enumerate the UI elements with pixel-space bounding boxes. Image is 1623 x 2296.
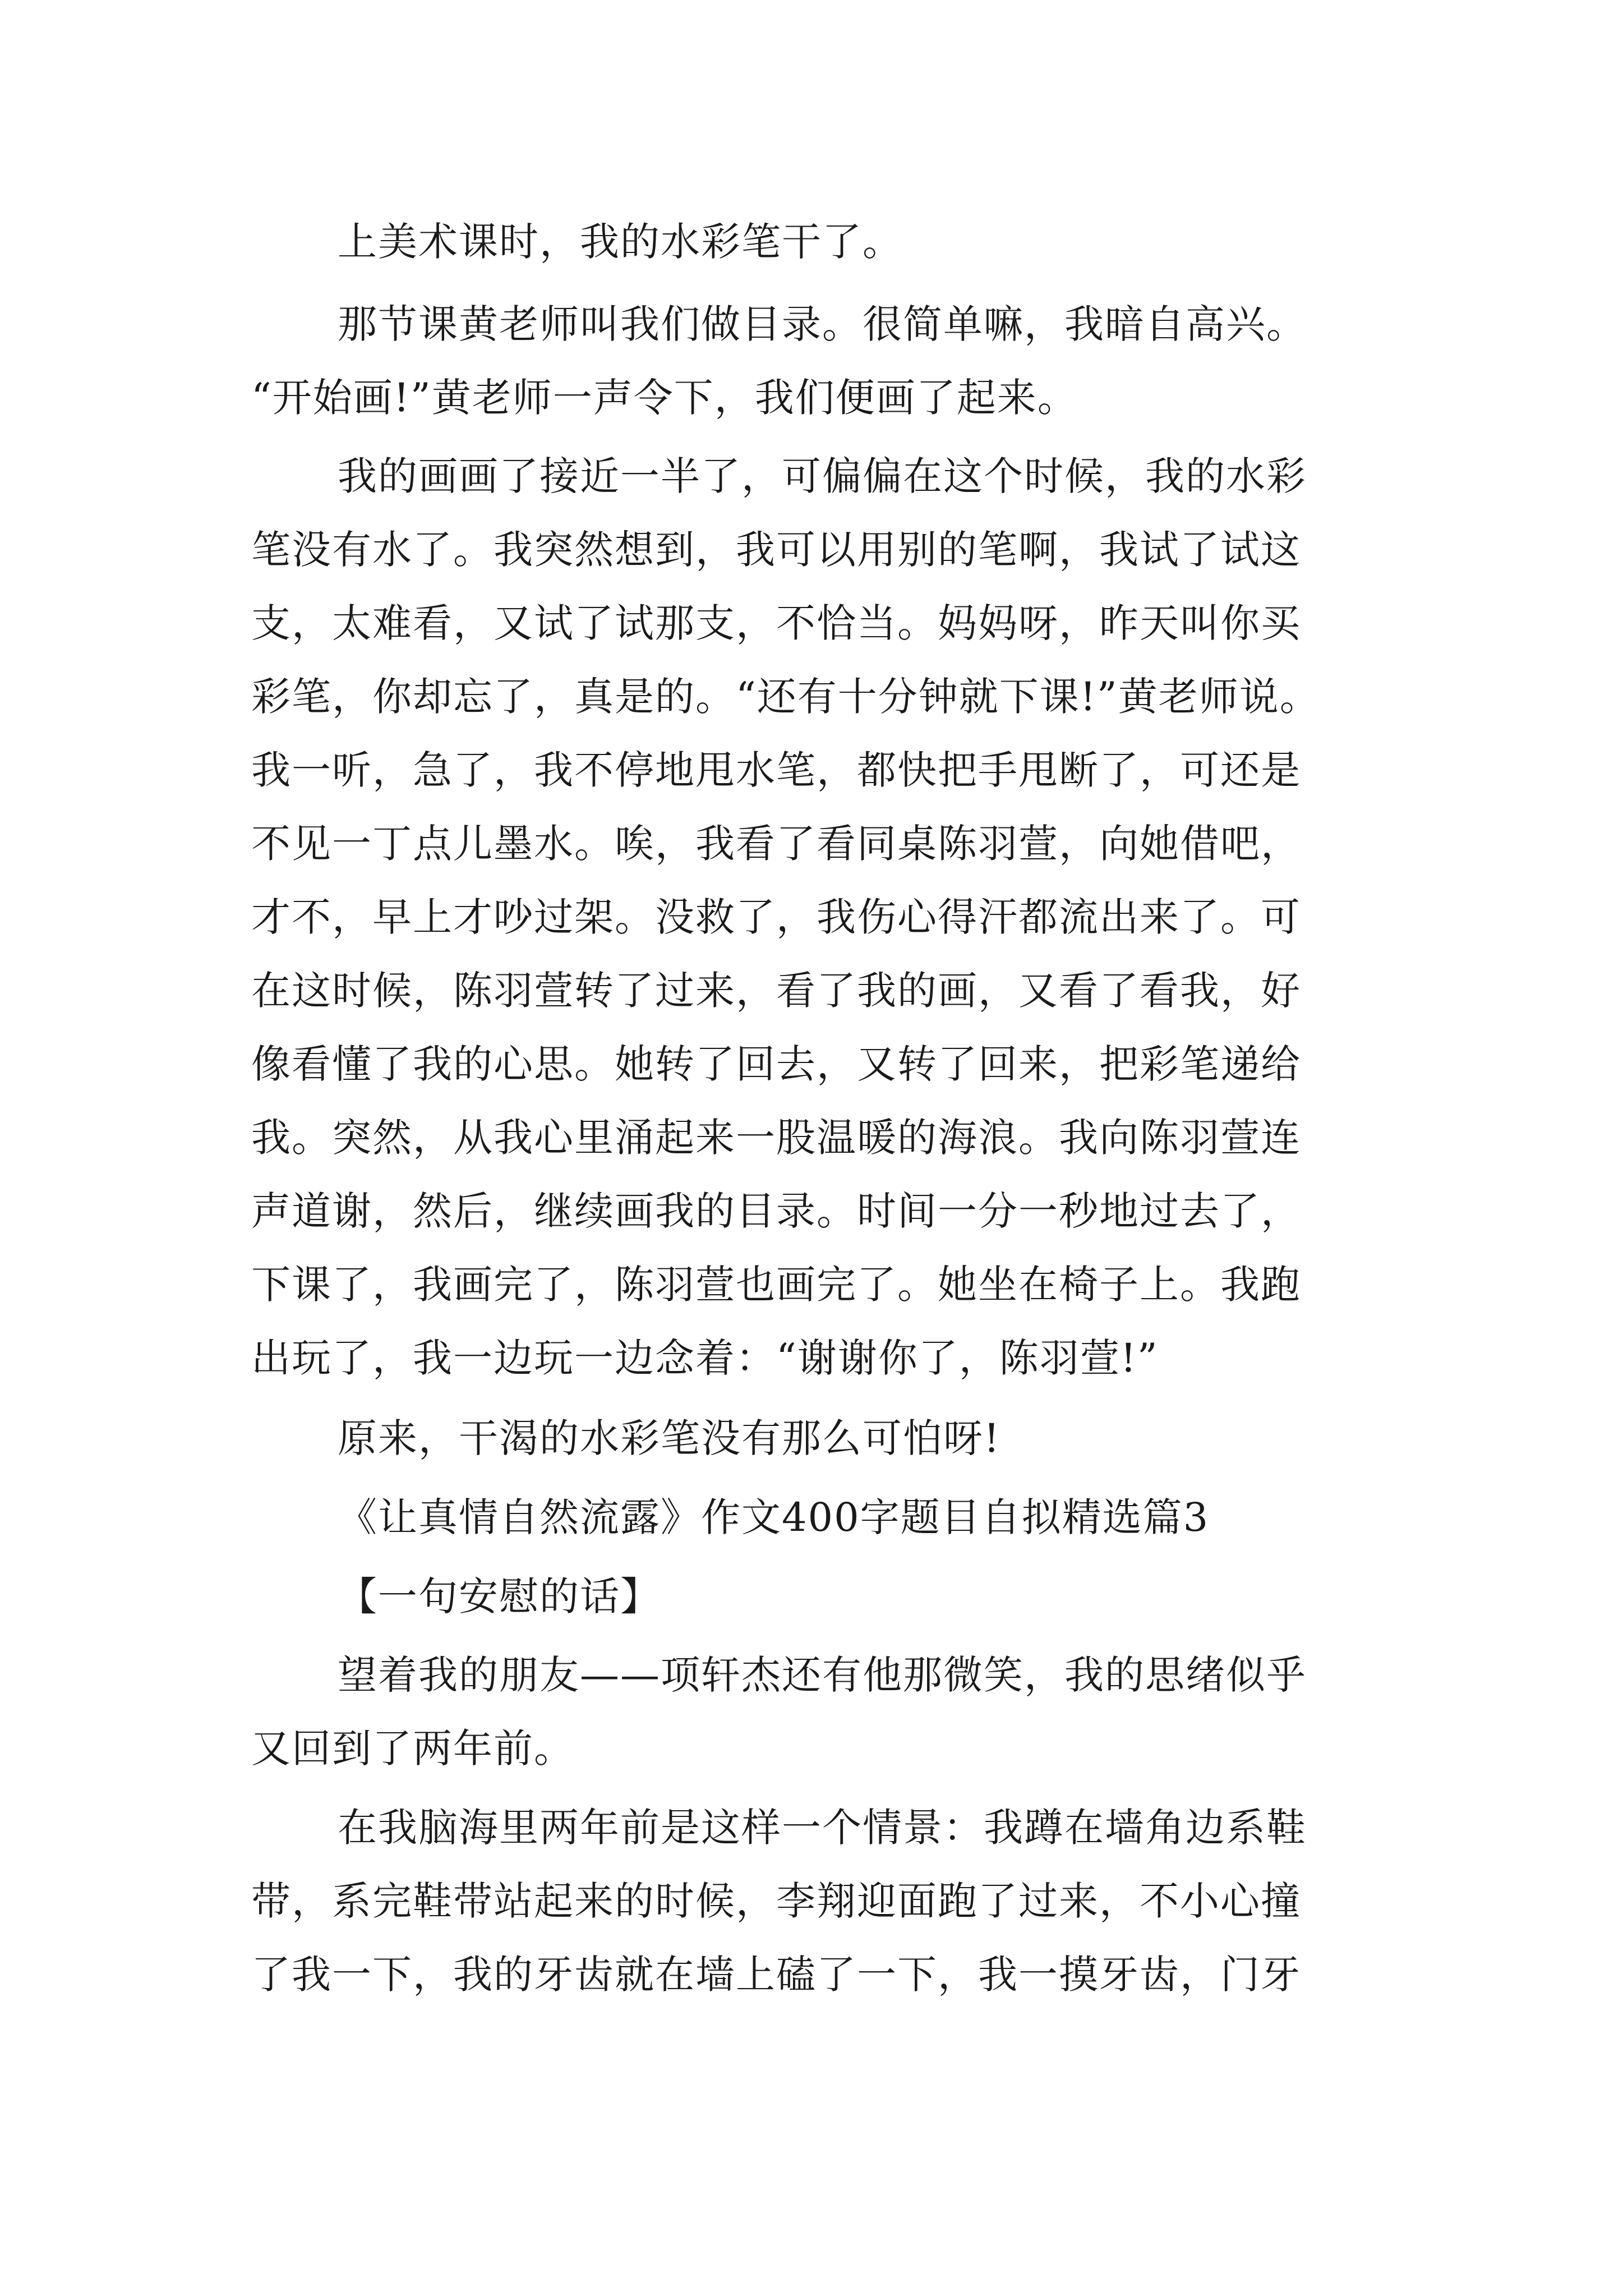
paragraph-line: 我一听，急了，我不停地甩水笔，都快把手甩断了，可还是 — [251, 747, 1301, 793]
paragraph-line: 我。突然，从我心里涌起来一股温暖的海浪。我向陈羽萱连 — [251, 1115, 1301, 1161]
paragraph-line: 又回到了两年前。 — [251, 1726, 574, 1772]
paragraph-line: 望着我的朋友——项轩杰还有他那微笑，我的思绪似乎 — [338, 1652, 1307, 1698]
paragraph-line: 那节课黄老师叫我们做目录。很简单嘛，我暗自高兴。 — [338, 301, 1307, 347]
section-title: 《让真情自然流露》作文400字题目自拟精选篇3 — [338, 1494, 1210, 1540]
paragraph-line: 了我一下，我的牙齿就在墙上磕了一下，我一摸牙齿，门牙 — [251, 1952, 1301, 1998]
paragraph-line: 下课了，我画完了，陈羽萱也画完了。她坐在椅子上。我跑 — [251, 1262, 1301, 1308]
paragraph-line: 我的画画了接近一半了，可偏偏在这个时候，我的水彩 — [338, 453, 1307, 499]
paragraph-line: 在我脑海里两年前是这样一个情景：我蹲在墙角边系鞋 — [338, 1805, 1307, 1851]
paragraph-line: 在这时候，陈羽萱转了过来，看了我的画，又看了看我，好 — [251, 968, 1301, 1014]
paragraph-line: 出玩了，我一边玩一边念着：“谢谢你了，陈羽萱!” — [251, 1335, 1159, 1381]
paragraph-line: 才不，早上才吵过架。没救了，我伤心得汗都流出来了。可 — [251, 894, 1301, 940]
paragraph-line: 笔没有水了。我突然想到，我可以用别的笔啊，我试了试这 — [251, 527, 1301, 573]
paragraph-line: 支，太难看，又试了试那支，不恰当。妈妈呀，昨天叫你买 — [251, 600, 1301, 646]
paragraph-line: 声道谢，然后，继续画我的目录。时间一分一秒地过去了， — [251, 1188, 1301, 1234]
paragraph-line: 带，系完鞋带站起来的时候，李翔迎面跑了过来，不小心撞 — [251, 1878, 1301, 1924]
paragraph-line: 像看懂了我的心思。她转了回去，又转了回来，把彩笔递给 — [251, 1041, 1301, 1087]
paragraph-line: 彩笔，你却忘了，真是的。“还有十分钟就下课!”黄老师说。 — [251, 674, 1320, 720]
paragraph-line: 原来，干渴的水彩笔没有那么可怕呀! — [338, 1415, 1001, 1461]
paragraph-line: 上美术课时，我的水彩笔干了。 — [338, 219, 903, 265]
section-subtitle: 【一句安慰的话】 — [338, 1573, 661, 1619]
paragraph-line: “开始画!”黄老师一声令下，我们便画了起来。 — [251, 375, 1078, 421]
paragraph-line: 不见一丁点儿墨水。唉，我看了看同桌陈羽萱，向她借吧， — [251, 821, 1301, 867]
